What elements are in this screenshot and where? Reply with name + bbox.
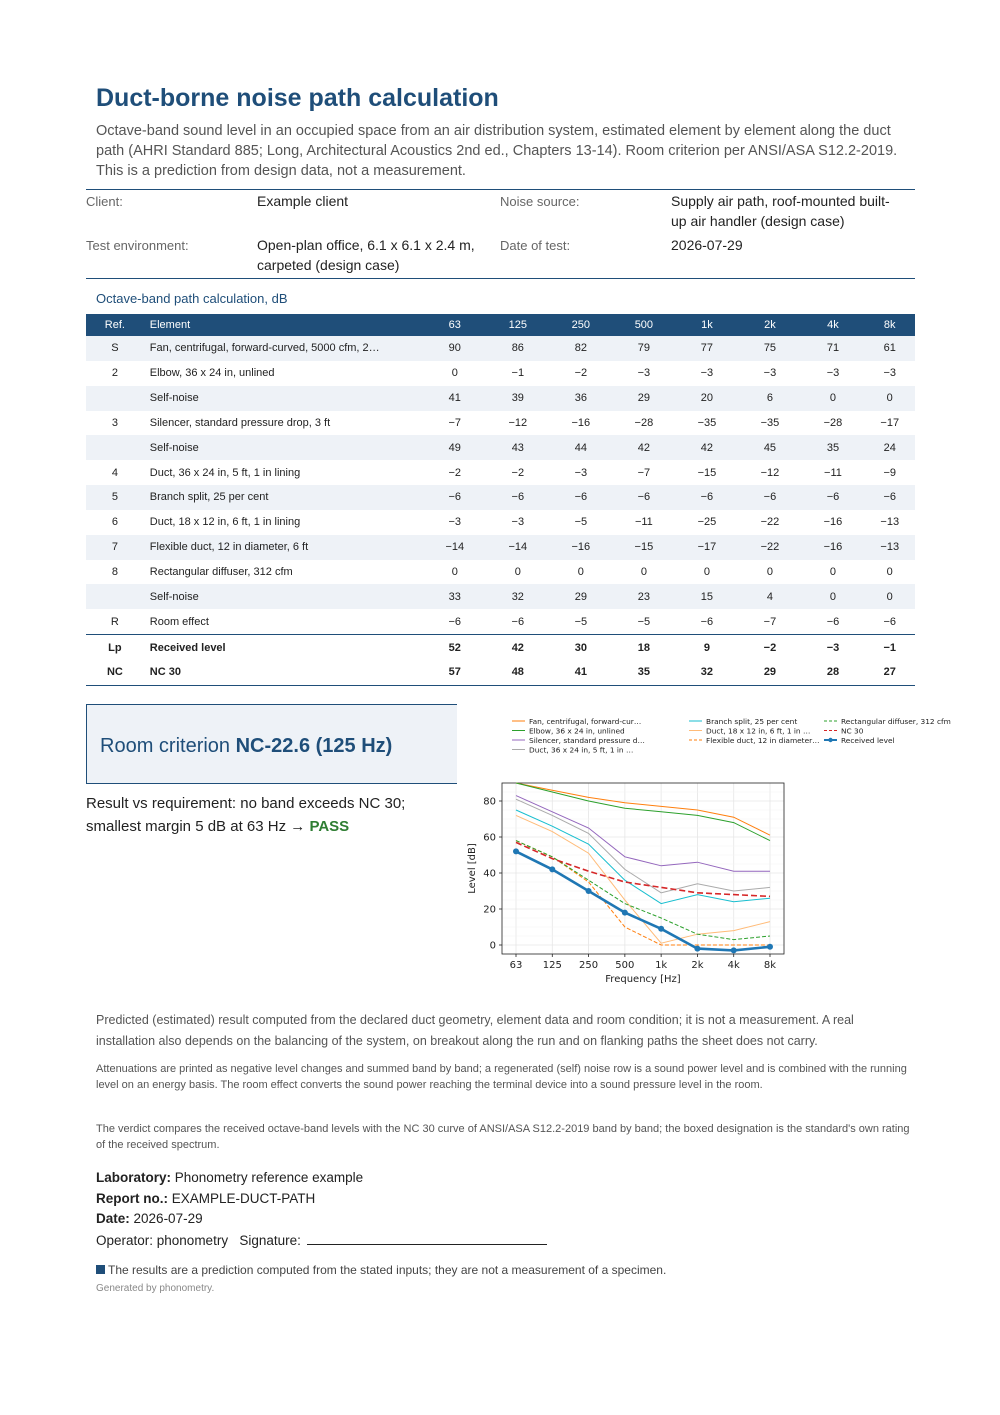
plot-background bbox=[457, 786, 977, 994]
cell-value: 35 bbox=[801, 435, 864, 460]
table-row bbox=[86, 361, 915, 386]
cell-element: Silencer, standard pressure drop, 3 ft bbox=[149, 416, 331, 429]
y-tick-label: 40 bbox=[483, 868, 496, 880]
cell-value: −5 bbox=[574, 516, 588, 529]
cell-value: 4 bbox=[738, 584, 801, 609]
cell-element: Branch split, 25 per cent bbox=[144, 485, 423, 510]
cell-element: Duct, 36 x 24 in, 5 ft, 1 in lining bbox=[149, 466, 301, 479]
cell-value: −11 bbox=[824, 466, 842, 479]
cell-value: −5 bbox=[574, 615, 588, 628]
cell-value: −1 bbox=[511, 367, 525, 380]
cell-ref: 5 bbox=[86, 485, 144, 510]
legend-entry: Rectangular diffuser, 312 cfm bbox=[841, 717, 951, 726]
cell-value: 86 bbox=[486, 336, 549, 361]
cell-value: −16 bbox=[801, 535, 864, 560]
cell-value: −12 bbox=[508, 416, 528, 429]
cell-value: 71 bbox=[801, 336, 864, 361]
verdict-text bbox=[100, 735, 392, 758]
source-label: Noise source: bbox=[500, 194, 580, 209]
cell-value: −7 bbox=[637, 466, 651, 479]
header-band: 4k bbox=[801, 314, 864, 336]
legend-entry: Silencer, standard pressure d… bbox=[529, 736, 645, 745]
client-value: Example client bbox=[257, 193, 349, 209]
cell-value: 28 bbox=[801, 660, 864, 685]
table-row bbox=[86, 386, 915, 411]
cell-value: −2 bbox=[574, 367, 588, 380]
table-row bbox=[86, 411, 915, 436]
data-point bbox=[586, 888, 592, 894]
x-tick-label: 500 bbox=[615, 960, 635, 971]
source-value: Supply air path, roof-mounted built-up air handler (design case) bbox=[671, 193, 890, 229]
legend-entry: Duct, 18 x 12 in, 6 ft, 1 in … bbox=[706, 726, 811, 736]
legend-entry: Elbow, 36 x 24 in, unlined bbox=[529, 726, 625, 736]
cell-value: −6 bbox=[738, 485, 801, 510]
cell-value: 57 bbox=[423, 660, 486, 685]
cell-value: −16 bbox=[823, 516, 843, 529]
report-label: Report no.: bbox=[96, 1190, 168, 1206]
cell-value: −3 bbox=[700, 367, 714, 380]
y-tick-label: 0 bbox=[489, 940, 496, 952]
table-header-row bbox=[86, 314, 915, 336]
cell-value: 29 bbox=[738, 660, 801, 685]
table-body bbox=[86, 336, 915, 685]
cell-ref bbox=[86, 435, 144, 460]
cell-value: 0 bbox=[829, 566, 837, 579]
cell-value: 79 bbox=[612, 336, 675, 361]
level-chart bbox=[457, 704, 977, 994]
cell-value: 0 bbox=[886, 566, 893, 579]
cell-value: −6 bbox=[864, 485, 915, 510]
cell-value: 0 bbox=[451, 566, 458, 579]
cell-value: −9 bbox=[883, 466, 897, 479]
cell-value: −22 bbox=[738, 535, 801, 560]
cell-ref bbox=[86, 386, 144, 411]
cell-value: −35 bbox=[697, 416, 717, 429]
report-subtitle: Octave-band sound level in an occupied space from an air distribution system, estimated element by element along the duct path (AHRI Standard 885; Long, Architectural Acoustics 2nd ed., Chapters 13-14). Room criterion per ANSI/ASA S12.2-2019. This is a prediction from design data, not a measurement. bbox=[96, 123, 898, 179]
table-row bbox=[86, 435, 915, 460]
table-row bbox=[86, 460, 915, 485]
cell-value: −7 bbox=[448, 416, 462, 429]
cell-ref: NC bbox=[86, 660, 144, 685]
note-verdict: The verdict compares the received octave-band levels with the NC 30 curve of ANSI/ASA S12.2-2019 band by band; the boxed designation is the standard's own rating of the received spectrum. bbox=[96, 1123, 910, 1151]
disclaimer bbox=[96, 1263, 666, 1277]
table-row bbox=[86, 336, 915, 361]
cell-value: −3 bbox=[637, 367, 651, 380]
cell-value: −13 bbox=[864, 535, 915, 560]
cell-value: −11 bbox=[634, 516, 653, 529]
cell-value: −2 bbox=[448, 466, 462, 479]
x-tick-label: 4k bbox=[727, 960, 740, 971]
legend-entry: Received level bbox=[841, 736, 895, 745]
cell-value: −14 bbox=[423, 535, 486, 560]
cell-value: −6 bbox=[826, 615, 840, 628]
cell-value: 24 bbox=[864, 435, 915, 460]
cell-value: −3 bbox=[511, 516, 525, 529]
table-title: Octave-band path calculation, dB bbox=[96, 291, 288, 306]
cell-value: 42 bbox=[675, 435, 738, 460]
cell-element: Rectangular diffuser, 312 cfm bbox=[149, 566, 293, 579]
cell-value: 29 bbox=[549, 584, 612, 609]
footer-block bbox=[96, 1168, 547, 1251]
x-tick-label: 1k bbox=[655, 960, 668, 971]
cell-value: −14 bbox=[486, 535, 549, 560]
cell-value: −15 bbox=[612, 535, 675, 560]
cell-ref: S bbox=[86, 336, 144, 361]
footer-date-value: 2026-07-29 bbox=[133, 1211, 203, 1226]
cell-value: −16 bbox=[571, 416, 591, 429]
legend-entry: Duct, 36 x 24 in, 5 ft, 1 in … bbox=[529, 745, 634, 755]
cell-value: −13 bbox=[880, 516, 900, 529]
cell-value: −2 bbox=[738, 635, 801, 660]
cell-value: 45 bbox=[738, 435, 801, 460]
cell-value: −1 bbox=[864, 635, 915, 660]
cell-value: 0 bbox=[640, 566, 647, 579]
cell-ref: 4 bbox=[111, 466, 118, 479]
generated-note: Generated by phonometry. bbox=[96, 1283, 215, 1294]
cell-value: −17 bbox=[880, 416, 900, 429]
result-text bbox=[86, 792, 446, 838]
cell-value: −6 bbox=[448, 615, 462, 628]
cell-element: Received level bbox=[144, 635, 423, 660]
cell-ref: 6 bbox=[111, 516, 118, 529]
legend-marker bbox=[828, 738, 832, 742]
cell-value: 6 bbox=[738, 386, 801, 411]
y-axis-label: Level [dB] bbox=[467, 843, 478, 894]
cell-value: −6 bbox=[486, 485, 549, 510]
cell-value: −22 bbox=[760, 516, 780, 529]
table-row bbox=[86, 510, 915, 535]
footer-date-label: Date: bbox=[96, 1211, 130, 1226]
x-tick-label: 250 bbox=[579, 960, 599, 971]
cell-ref: 3 bbox=[111, 416, 118, 429]
table-row bbox=[86, 535, 915, 560]
cell-value: 0 bbox=[801, 386, 864, 411]
lab-label: Laboratory: bbox=[96, 1170, 172, 1185]
cell-value: −6 bbox=[612, 485, 675, 510]
y-tick-label: 80 bbox=[483, 796, 496, 808]
cell-element: Fan, centrifugal, forward-curved, 5000 cfm, 2… bbox=[144, 336, 423, 361]
cell-ref bbox=[86, 584, 144, 609]
x-tick-label: 2k bbox=[691, 960, 704, 971]
cell-value: 52 bbox=[423, 635, 486, 660]
cell-value: 9 bbox=[675, 635, 738, 660]
y-tick-label: 60 bbox=[483, 832, 496, 844]
data-point bbox=[767, 944, 773, 950]
cell-value: −25 bbox=[697, 516, 717, 529]
cell-value: 90 bbox=[423, 336, 486, 361]
cell-value: −3 bbox=[763, 367, 777, 380]
cell-element: Duct, 18 x 12 in, 6 ft, 1 in lining bbox=[149, 516, 301, 529]
cell-value: −16 bbox=[549, 535, 612, 560]
date-label: Date of test: bbox=[500, 238, 571, 253]
meta-block bbox=[86, 189, 915, 279]
cell-element: NC 30 bbox=[144, 660, 423, 685]
cell-value: 0 bbox=[801, 584, 864, 609]
cell-value: 18 bbox=[612, 635, 675, 660]
cell-value: 23 bbox=[612, 584, 675, 609]
cell-value: 82 bbox=[549, 336, 612, 361]
cell-value: −17 bbox=[675, 535, 738, 560]
x-tick-label: 8k bbox=[763, 960, 777, 971]
square-bullet-icon bbox=[96, 1265, 105, 1274]
cell-value: 44 bbox=[549, 435, 612, 460]
table-row bbox=[86, 609, 915, 634]
data-point bbox=[622, 910, 628, 916]
header-band: 125 bbox=[486, 314, 549, 336]
cell-value: 0 bbox=[864, 584, 915, 609]
cell-value: 77 bbox=[675, 336, 738, 361]
cell-value: −3 bbox=[883, 367, 897, 380]
table-row bbox=[86, 635, 915, 660]
cell-value: −6 bbox=[801, 485, 864, 510]
cell-value: 27 bbox=[864, 660, 915, 685]
y-tick-label: 20 bbox=[483, 904, 496, 916]
cell-value: 42 bbox=[486, 635, 549, 660]
cell-value: 41 bbox=[423, 386, 486, 411]
lab-value: Phonometry reference example bbox=[174, 1170, 364, 1185]
header-ref: Ref. bbox=[86, 314, 144, 336]
data-point bbox=[658, 926, 664, 932]
cell-value: 15 bbox=[675, 584, 738, 609]
cell-value: 75 bbox=[738, 336, 801, 361]
cell-value: 41 bbox=[549, 660, 612, 685]
cell-ref: 2 bbox=[111, 367, 118, 380]
cell-value: −3 bbox=[448, 516, 462, 529]
env-value: Open-plan office, 6.1 x 6.1 x 2.4 m, carpeted (design case) bbox=[257, 237, 475, 273]
cell-value: 39 bbox=[486, 386, 549, 411]
legend-entry: Flexible duct, 12 in diameter… bbox=[706, 736, 820, 745]
cell-value: −3 bbox=[826, 367, 840, 380]
data-point bbox=[694, 946, 700, 952]
cell-value: 36 bbox=[549, 386, 612, 411]
x-tick-label: 63 bbox=[509, 960, 523, 971]
cell-value: −6 bbox=[700, 615, 714, 628]
path-table bbox=[86, 314, 915, 686]
cell-value: 0 bbox=[766, 566, 773, 579]
env-label: Test environment: bbox=[86, 238, 189, 253]
header-band: 500 bbox=[612, 314, 675, 336]
data-point bbox=[731, 947, 737, 953]
cell-value: −7 bbox=[763, 615, 777, 628]
cell-ref: R bbox=[110, 615, 119, 628]
cell-ref: 7 bbox=[86, 535, 144, 560]
table-row bbox=[86, 485, 915, 510]
cell-element: Room effect bbox=[149, 615, 209, 628]
cell-value: −15 bbox=[697, 466, 717, 479]
cell-value: 0 bbox=[451, 367, 458, 380]
table-row bbox=[86, 584, 915, 609]
client-label: Client: bbox=[86, 194, 123, 209]
pass-badge: PASS bbox=[309, 818, 350, 835]
cell-element: Self-noise bbox=[144, 435, 423, 460]
cell-value: 49 bbox=[423, 435, 486, 460]
x-tick-label: 125 bbox=[542, 960, 562, 971]
cell-value: 35 bbox=[612, 660, 675, 685]
cell-value: 48 bbox=[486, 660, 549, 685]
cell-value: −12 bbox=[760, 466, 780, 479]
header-band: 2k bbox=[738, 314, 801, 336]
table-row bbox=[86, 560, 915, 585]
cell-element: Self-noise bbox=[144, 386, 423, 411]
cell-ref: Lp bbox=[86, 635, 144, 660]
verdict-label: Room criterion bbox=[100, 735, 231, 757]
report-value: EXAMPLE-DUCT-PATH bbox=[171, 1190, 316, 1206]
disclaimer-text: The results are a prediction computed from the stated inputs; they are not a measurement of a specimen. bbox=[108, 1263, 667, 1277]
report-title: Duct-borne noise path calculation bbox=[96, 84, 499, 112]
cell-element: Self-noise bbox=[144, 584, 423, 609]
cell-value: 43 bbox=[486, 435, 549, 460]
cell-value: −6 bbox=[883, 615, 897, 628]
header-band: 250 bbox=[549, 314, 612, 336]
x-axis-label: Frequency [Hz] bbox=[605, 974, 681, 985]
header-band: 63 bbox=[423, 314, 486, 336]
cell-value: −3 bbox=[574, 466, 588, 479]
cell-ref: 8 bbox=[111, 566, 118, 579]
cell-value: −6 bbox=[423, 485, 486, 510]
cell-value: 42 bbox=[612, 435, 675, 460]
cell-value: 32 bbox=[675, 660, 738, 685]
table-row bbox=[86, 660, 915, 685]
verdict-value: NC-22.6 (125 Hz) bbox=[235, 735, 393, 757]
cell-element: Flexible duct, 12 in diameter, 6 ft bbox=[144, 535, 423, 560]
cell-value: 32 bbox=[486, 584, 549, 609]
operator-text: Operator: phonometry bbox=[96, 1232, 229, 1248]
cell-value: −35 bbox=[760, 416, 780, 429]
cell-value: −6 bbox=[511, 615, 525, 628]
cell-value: −3 bbox=[801, 635, 864, 660]
cell-value: 29 bbox=[612, 386, 675, 411]
signature-label: Signature: bbox=[239, 1232, 301, 1248]
cell-value: −6 bbox=[549, 485, 612, 510]
cell-value: −6 bbox=[675, 485, 738, 510]
cell-value: −28 bbox=[823, 416, 843, 429]
legend-entry: Branch split, 25 per cent bbox=[706, 717, 798, 726]
header-band: 8k bbox=[864, 314, 915, 336]
cell-value: 61 bbox=[864, 336, 915, 361]
note-method: Attenuations are printed as negative level changes and summed band by band; a regenerated (self) noise row is a sound power level and is combined with the running level on an energy basis. The room effect converts the sound power reaching the terminal device into a sound pressure level in the room. bbox=[96, 1063, 907, 1091]
legend-entry: NC 30 bbox=[841, 726, 864, 736]
cell-value: −28 bbox=[634, 416, 654, 429]
signature-line bbox=[307, 1230, 547, 1245]
data-point bbox=[513, 848, 519, 854]
date-value: 2026-07-29 bbox=[671, 237, 743, 253]
verdict-box bbox=[86, 704, 459, 784]
cell-value: −5 bbox=[637, 615, 651, 628]
legend-entry: Fan, centrifugal, forward-cur… bbox=[529, 717, 642, 726]
cell-value: 33 bbox=[423, 584, 486, 609]
cell-value: 30 bbox=[549, 635, 612, 660]
result-statement: Result vs requirement: no band exceeds NC 30; smallest margin 5 dB at 63 Hz → bbox=[86, 795, 406, 835]
cell-value: 0 bbox=[514, 566, 521, 579]
note-prediction: Predicted (estimated) result computed from the declared duct geometry, element data and room condition; it is not a measurement. A real installation also depends on the balancing of the system, on breakout along the run and on flanking paths the sheet does not carry. bbox=[96, 1013, 854, 1048]
cell-value: 0 bbox=[577, 566, 584, 579]
cell-value: −2 bbox=[511, 466, 525, 479]
cell-value: 0 bbox=[703, 566, 710, 579]
data-point bbox=[549, 866, 555, 872]
cell-value: 0 bbox=[864, 386, 915, 411]
cell-element: Elbow, 36 x 24 in, unlined bbox=[149, 367, 275, 380]
header-element: Element bbox=[144, 314, 423, 336]
header-band: 1k bbox=[675, 314, 738, 336]
cell-value: 20 bbox=[675, 386, 738, 411]
